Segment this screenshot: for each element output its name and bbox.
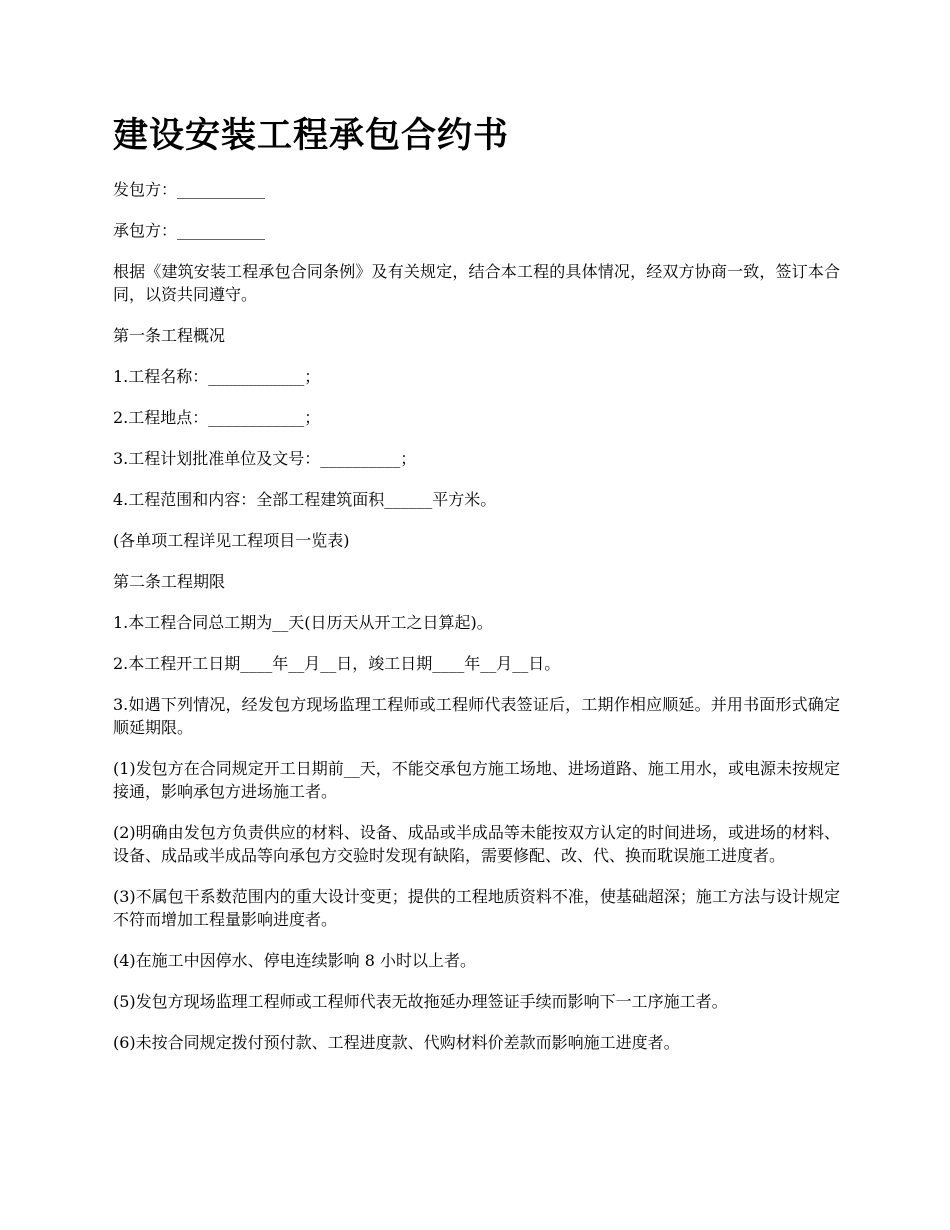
article-2-heading: 第二条工程期限 [113,572,226,591]
document-title: 建设安装工程承包合约书 [113,115,510,156]
party-b-line: 承包方：___________ [113,221,266,240]
extension-conditions-paragraph: 3.如遇下列情况，经发包方现场监理工程师或工程师代表签证后，工期作相应顺延。并用书面形式确定顺延期限。 [113,695,840,737]
project-name-line: 1.工程名称：____________； [113,367,321,386]
condition-5-paragraph: (5)发包方现场监理工程师或工程师代表无故拖延办理签证手续而影响下一工序施工者。 [113,992,728,1011]
approval-unit-line: 3.工程计划批准单位及文号：__________； [113,449,417,468]
total-duration-line: 1.本工程合同总工期为__天(日历天从开工之日算起)。 [113,613,493,632]
party-a-line: 发包方：___________ [113,180,266,199]
condition-3-paragraph: (3)不属包干系数范围内的重大设计变更；提供的工程地质资料不准，使基础超深；施工方法与设计规定不符而增加工程量影响进度者。 [113,887,840,929]
start-end-date-line: 2.本工程开工日期____年__月__日，竣工日期____年__月__日。 [113,654,561,673]
article-1-heading: 第一条工程概况 [113,326,226,345]
document-page [113,112,840,1072]
condition-1-paragraph: (1)发包方在合同规定开工日期前__天，不能交承包方施工场地、进场道路、施工用水，或电源未按规定接通，影响承包方进场施工者。 [113,759,840,801]
project-location-line: 2.工程地点：____________； [113,408,321,427]
condition-4-paragraph: (4)在施工中因停水、停电连续影响 8 小时以上者。 [113,951,477,970]
preamble-paragraph: 根据《建筑安装工程承包合同条例》及有关规定，结合本工程的具体情况，经双方协商一致，签订本合同，以资共同遵守。 [113,262,840,304]
project-scope-line: 4.工程范围和内容：全部工程建筑面积______平方米。 [113,490,497,509]
condition-6-paragraph: (6)未按合同规定拨付预付款、工程进度款、代购材料价差款而影响施工进度者。 [113,1033,680,1052]
condition-2-paragraph: (2)明确由发包方负责供应的材料、设备、成品或半成品等未能按双方认定的时间进场，或进场的材料、设备、成品或半成品等向承包方交验时发现有缺陷，需要修配、改、代、换而耽误施工进度者。 [113,823,840,865]
project-list-note: (各单项工程详见工程项目一览表) [113,531,350,550]
